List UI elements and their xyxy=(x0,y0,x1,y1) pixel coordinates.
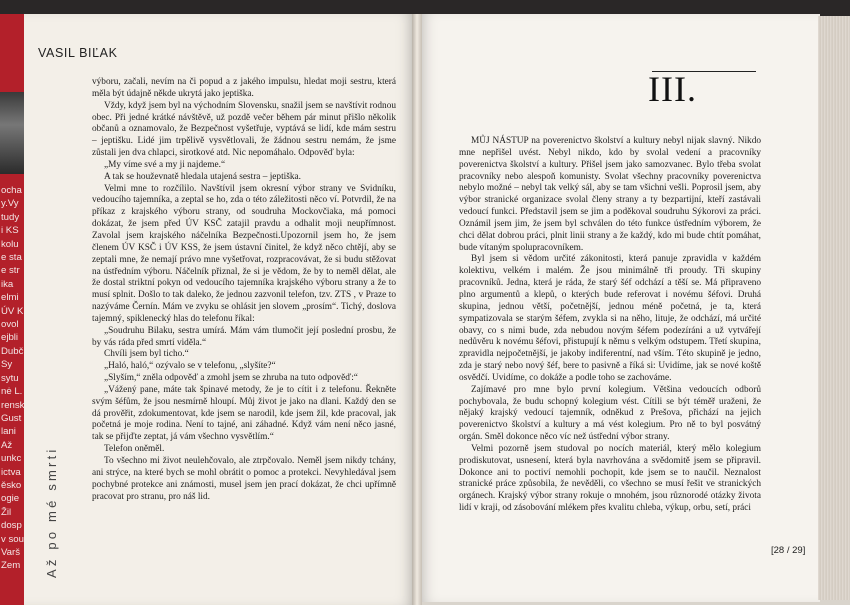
cover-fragment: ěsko xyxy=(1,479,22,491)
cover-fragment: ictva xyxy=(1,466,21,478)
paragraph: Byl jsem si vědom určité zákonitosti, která panuje zpravidla v každém kolektivu, velkém i malém. Že jsou minimálně tři proudy. Tři skupiny pracovníků. Jedna, která je ráda, že starý šéf odchází a těší se. Má připraveno plno argumentů a klepů, o kterých bude referovat i novému šéfovi. Druhá skupina, jednou větší, početnější, jednou méně početná, je ta, která sympatizovala se starým šéfem, zvykla si na něho, lituje, že odchází, má určité obavy, co s nimi bude, zda nebudou novým šéfem podezíráni a už vytvářejí nedůvěru k novému šéfovi, přistupují k němu s velkým odstupem. Třetí skupina, zpravidla nejpočetnější, je jakoby indiferentní, nad vším. Této skupině je jedno, zda je starý nebo nový šéf, bere to pasivně a říká si: Uvidíme, jak se nové koště osvědčí. Uvidíme, co dokáže a podle toho se zachováme. xyxy=(459,254,761,383)
chapter-number: III. xyxy=(648,69,697,109)
cover-fragment: lani xyxy=(1,426,16,438)
cover-fragment: ovol xyxy=(1,319,19,331)
paragraph: výboru, začali, nevím na či popud a z jakého impulsu, hledat moji sestru, která měla být údajně někde ukrytá jako jeptiška. xyxy=(92,77,396,99)
cover-fragment: e str xyxy=(1,265,20,277)
cover-fragment: sytu xyxy=(1,372,19,384)
cover-fragment: Až xyxy=(1,439,13,451)
cover-fragment: v sou xyxy=(1,533,24,545)
paragraph: Velmi pozorně jsem studoval po nocích materiál, který mělo kolegium prodiskutovat, usnesení, která byla navrhována a svědomitě jsem se připravil. Dokonce ani to poctiví nemohli pochopit, kde jsem se to naučil. Neznalost stranické práce způsobila, že nevěděli, co všechno se musí řešit ve stranických orgánech. Krajský výbor strany rokuje o mnohém, jsou různorodé otázky života lidí v kraji, od zásobování mlékem přes kvalitu chleba, výkup, orbu, setí, práci xyxy=(459,443,761,514)
right-page-text xyxy=(459,136,761,515)
paragraph: Telefon oněměl. xyxy=(104,444,165,455)
book-gutter xyxy=(412,14,422,605)
paragraph: A tak se houževnatě hledala utajená sestra – jeptiška. xyxy=(104,171,301,182)
cover-fragment: i KS xyxy=(1,225,19,237)
cover-fragment: Zem xyxy=(1,560,21,572)
paragraph: Vždy, když jsem byl na východním Slovensku, snažil jsem se navštívit rodnou obec. Při jedné krátké návštěvě, už pozdě večer během pár minut přišlo několik občanů a oznamovalo, že Bezpečnost vyšetřuje, vyptává se lidí, kde mám sestru – jeptišku. Lidé jim trpělivě vysvětlovali, že žádnou sestru nemám, že jsme zůstali jen dva chlapci, sirotkové atd. Nic nepomáhalo. Odpověď byla: xyxy=(92,100,396,159)
cover-fragment: ika xyxy=(1,278,14,290)
cover-fragment: dosp xyxy=(1,520,22,532)
running-head: VASIL BIĽAK xyxy=(38,46,118,60)
paragraph: „Soudruhu Bilaku, sestra umírá. Mám vám tlumočit její poslední prosbu, že by vás ráda před smrtí viděla.“ xyxy=(92,325,396,348)
cover-fragment: ocha xyxy=(1,185,22,196)
vertical-book-title: Až po mé smrti xyxy=(44,446,59,578)
paragraph: Chvíli jsem byl ticho.“ xyxy=(104,349,189,360)
cover-fragment: rensk xyxy=(1,399,25,411)
cover-fragment: Dubč xyxy=(1,345,24,357)
left-page-text xyxy=(92,77,396,503)
cover-fragment: kolu xyxy=(1,238,19,250)
paragraph: „My víme své a my ji najdeme.“ xyxy=(104,159,226,170)
page-indicator: [28 / 29] xyxy=(771,545,806,556)
cover-fragment: Varš xyxy=(1,546,21,558)
paragraph: MŮJ NÁSTUP na poverenictvo školství a kultury nebyl nijak slavný. Nikdo mne nepřišel uvést. Nebyl nikdo, kdo by svolal vedení a pracovníky poverenictva školství a kultury. Přišel jsem jako samozvanec. Bylo třeba svolat pracovníky nebo alespoň komunisty. Svolat všechny pracovníky poverenictva nebylo možné – nebyl tak velký sál, aby se tam všichni vešli. Poprosil jsem, aby výbor stranické organizace svolal členy strany a ty bezpartijní, kteří zastávali vedoucí funkci. Představil jsem se jim a poděkoval soudruhu Sýkorovi za práci. Oznámil jsem jim, že jsem byl schválen do této funkce ústředním výborem, že chci dělat dobrou práci, plnit linii strany a že každý, kdo mi bude chtít pomáhat, bude vítaným spolupracovníkem. xyxy=(459,136,761,253)
paragraph: Velmi mne to rozčílilo. Navštívil jsem okresní výbor strany ve Svidníku, vedoucího tajemníka, a zeptal se ho, zda o této záležitosti něco ví. Potvrdil, že na příkaz z krajského výboru strany, od soudruha Mockovčiaka, má pomoci dokázat, že jsem před ÚV KSČ zatajil pravdu a odhalit moji neupřímnost. Zavolal jsem krajského náčelníka Bezpečnosti.Upozornil jsem ho, že jsem členem ÚV KSČ i ÚV KSS, že jsem ústavní činitel, že když něco chtějí, aby se zeptali mne, že nemají právo mne vyšetřovat, rozpracovávat, že si budu stěžovat na ústředním výboru. Náčelník přiznal, že si je vědom, že by to neměl dělat, ale že dostal striktní pokyn od vedoucího tajemníka krajského výboru strany a že to musí splnit. Došlo to tak daleko, že jednou zazvonil telefon, tzv. ZTS , v Praze to nazýváme Černín. Mám ve zvyku se ohlásit jen slovem „prosím“. Tichý, doslova tajemný, spiklenecký hlas do telefonu říkal: xyxy=(92,183,396,324)
cover-fragment: ÚV K xyxy=(1,305,24,317)
cover-fragment: e sta xyxy=(1,252,22,264)
cover-fragment: Gust xyxy=(1,412,22,424)
cover-fragment: ogie xyxy=(1,493,20,505)
paragraph: „Slyším,“ zněla odpověď a zmohl jsem se zhruba na tuto odpověď:“ xyxy=(104,373,358,384)
cover-fragment: Žil xyxy=(1,506,12,518)
cover-fragment: tudy xyxy=(1,211,20,223)
cover-fragment: ejbli xyxy=(1,332,19,344)
paragraph: „Vážený pane, máte tak špinavé metody, že je to cítit i z telefonu. Řekněte svým šéfům, že jsou nesmírně hloupí. Můj život je jako na dlani. Každý den se dá prověřit, zdokumentovat, kde jsem se narodil, kde jsem žil, kde pracoval, jak početná je moje rodina. Není to tajné, ani záhadné. Když vám není něco jasné, tak se přijďte zeptat, já vám všechno vysvětlím.“ xyxy=(92,384,396,443)
cover-fragment: y.Vy xyxy=(1,198,19,210)
cover-fragment: Sy xyxy=(1,359,13,371)
page-edges xyxy=(818,16,850,600)
paragraph: Zajímavé pro mne bylo první kolegium. Většina vedoucích odborů pochybovala, že budu schopný kolegium vést. Cítili se být téměř uraženi, že nějaký krajský vedoucí tajemník, odněkud z Prešova, přichází na jejich poverenictvo školství a kultury a má vést kolegium. Pro ně to byl posvátný orgán. Směl dokonce něco víc než ústřední výbor strany. xyxy=(459,384,761,443)
paragraph: „Haló, haló,“ ozývalo se v telefonu, „slyšíte?“ xyxy=(104,361,276,372)
cover-fragment: nė L. xyxy=(1,386,23,398)
cover-fragment: elmi xyxy=(1,292,19,304)
cover-fragment: unkc xyxy=(1,453,22,465)
paragraph: To všechno mi život neulehčovalo, ale ztrpčovalo. Neměl jsem nikdy tchány, ani strýce, na které bych se mohl obrátit o pomoc a protekci. Nevyhledával jsem pochybné protekce ani známosti, musel jsem jen prací dokázat, že chci upřímně pracovat pro stranu, pro náš lid. xyxy=(92,456,396,502)
